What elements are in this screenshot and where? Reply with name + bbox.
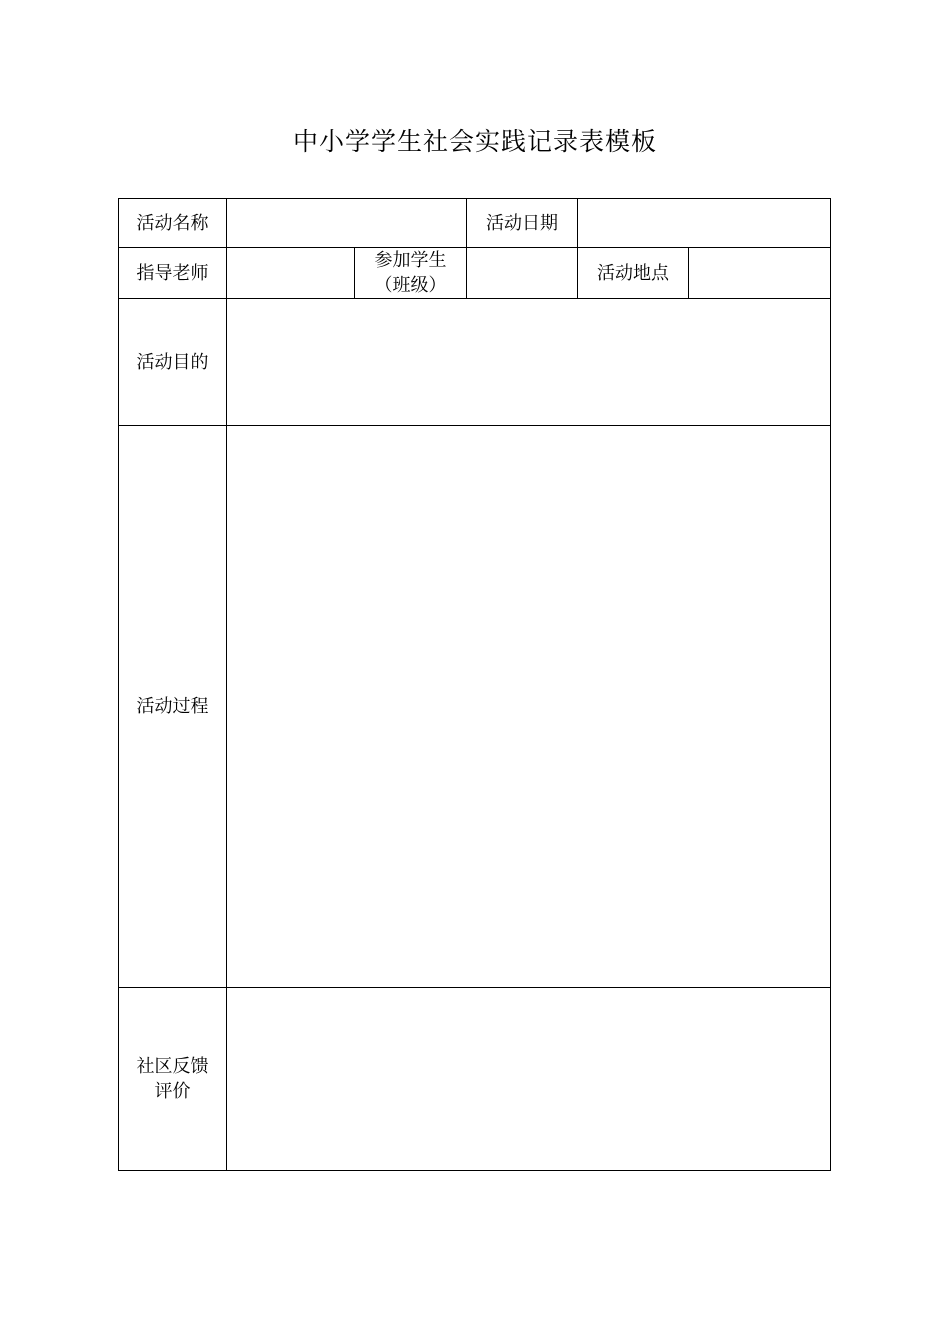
- teacher-field[interactable]: [227, 248, 355, 299]
- form-row-name-date: [119, 199, 831, 248]
- process-field[interactable]: [227, 426, 831, 988]
- page-title: 中小学学生社会实践记录表模板: [292, 127, 657, 156]
- purpose-field[interactable]: [227, 299, 831, 426]
- feedback-field[interactable]: [227, 988, 831, 1171]
- students-field[interactable]: [467, 248, 578, 299]
- practice-record-form: [118, 198, 831, 1171]
- feedback-label-line2: 评价: [154, 1081, 191, 1102]
- activity-name-field[interactable]: [227, 199, 467, 248]
- students-label-line2: （班级）: [374, 275, 447, 296]
- students-label-line1: 参加学生: [374, 250, 447, 271]
- process-label: 活动过程: [119, 426, 227, 988]
- feedback-label: [119, 988, 227, 1171]
- feedback-label-line1: 社区反馈: [136, 1056, 209, 1077]
- teacher-label: 指导老师: [119, 248, 227, 299]
- activity-name-label: 活动名称: [119, 199, 227, 248]
- activity-date-field[interactable]: [578, 199, 831, 248]
- purpose-label: 活动目的: [119, 299, 227, 426]
- students-label: [355, 248, 467, 299]
- location-label: 活动地点: [578, 248, 689, 299]
- activity-date-label: 活动日期: [467, 199, 578, 248]
- location-field[interactable]: [689, 248, 831, 299]
- form-row-process: [119, 426, 831, 988]
- form-row-feedback: [119, 988, 831, 1171]
- form-row-purpose: [119, 299, 831, 426]
- form-row-teacher-students-location: [119, 248, 831, 299]
